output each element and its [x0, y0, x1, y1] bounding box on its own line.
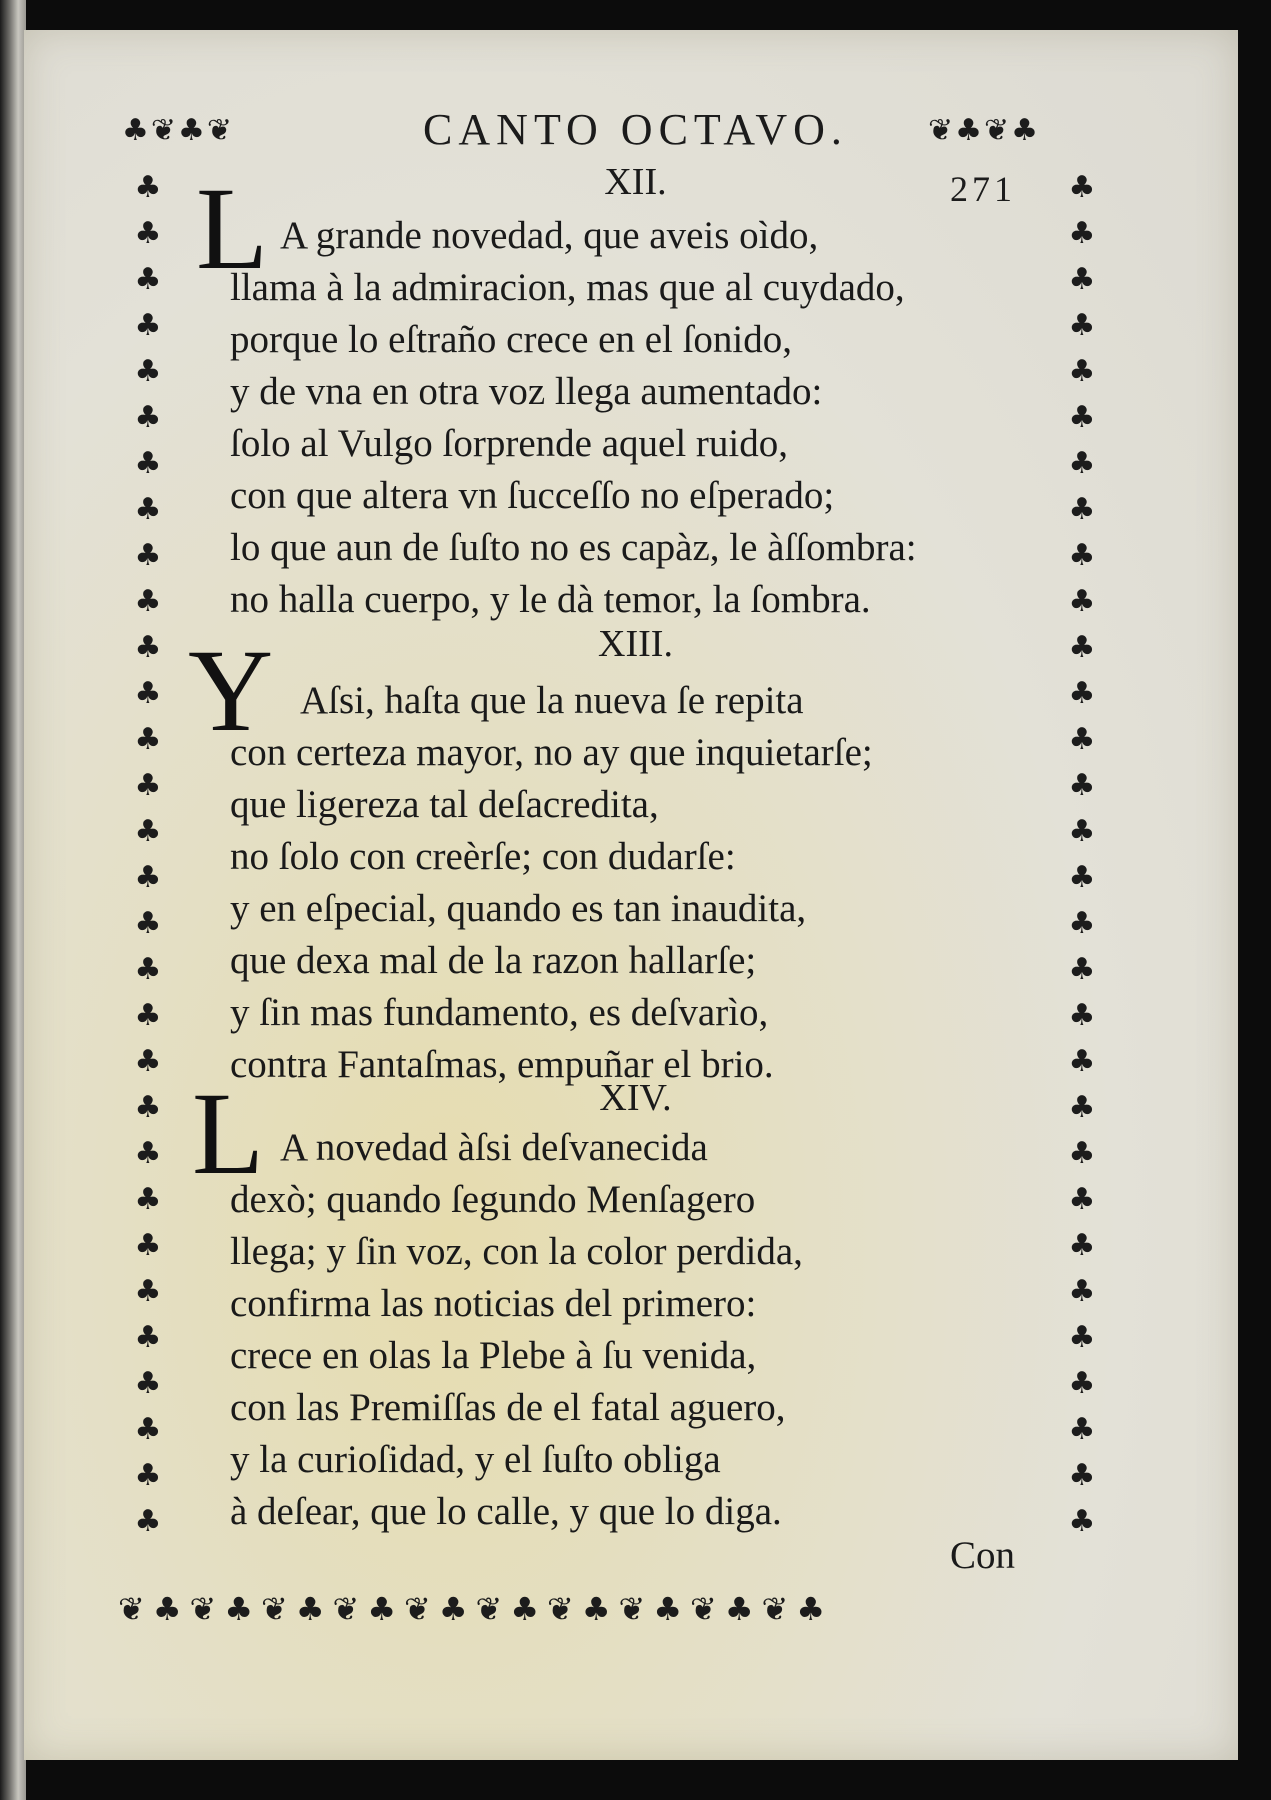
fleuron-ornament-icon: ♣: [134, 1366, 162, 1401]
catchword: Con: [950, 1534, 1016, 1577]
verse-line: y de vna en otra voz llega aumentado:: [230, 370, 823, 413]
fleuron-ornament-icon: ♣: [134, 170, 162, 205]
fleuron-ornament-icon: ♣: [1068, 814, 1096, 849]
verse-line: contra Fantaſmas, empuñar el brio.: [230, 1043, 774, 1086]
verse-line: à deſear, que lo calle, y que lo diga.: [230, 1490, 782, 1533]
fleuron-ornament-icon: ♣: [134, 262, 162, 297]
fleuron-ornament-icon: ♣: [1068, 630, 1096, 665]
fleuron-ornament-icon: ♣: [1068, 446, 1096, 481]
page-number: 271: [950, 169, 1016, 209]
page-title: CANTO OCTAVO.: [423, 105, 848, 154]
fleuron-ornament-icon: ♣: [1068, 1504, 1096, 1539]
verse-line: A grande novedad, que aveis oìdo,: [280, 214, 819, 257]
fleuron-ornament-icon: ♣: [134, 308, 162, 343]
fleuron-ornament-icon: ♣: [1068, 722, 1096, 757]
fleuron-ornament-icon: ♣: [134, 354, 162, 389]
fleuron-ornament-icon: ♣: [134, 400, 162, 435]
verse-line: A novedad àſsi deſvanecida: [280, 1126, 708, 1169]
verse-line: lo que aun de ſuſto no es capàz, le àſſombra:: [230, 526, 917, 569]
verse-line: porque lo eſtraño crece en el ſonido,: [230, 318, 793, 361]
right-ornament-border: [1062, 165, 1102, 1545]
fleuron-ornament-icon: ♣: [1068, 262, 1096, 297]
fleuron-ornament-icon: ♣: [134, 906, 162, 941]
verse-line: y la curioſidad, y el ſuſto obliga: [230, 1438, 721, 1481]
verse-line: confirma las noticias del primero:: [230, 1282, 757, 1325]
fleuron-ornament-icon: ♣: [134, 1228, 162, 1263]
fleuron-ornament-icon: ♣: [1068, 216, 1096, 251]
fleuron-ornament-icon: ♣: [1068, 1274, 1096, 1309]
fleuron-ornament-icon: ♣: [1068, 584, 1096, 619]
verse-line: ſolo al Vulgo ſorprende aquel ruido,: [230, 422, 788, 465]
fleuron-ornament-icon: ♣: [134, 1136, 162, 1171]
fleuron-ornament-icon: ♣: [1068, 860, 1096, 895]
fleuron-ornament-icon: ♣: [134, 630, 162, 665]
bottom-ornament-border: ❦♣❦♣❦♣❦♣❦♣❦♣❦♣❦♣❦♣❦♣: [118, 1590, 833, 1628]
fleuron-ornament-icon: ♣: [1068, 400, 1096, 435]
verse-line: y ſin mas fundamento, es deſvarìo,: [230, 991, 769, 1034]
fleuron-ornament-icon: ♣: [1068, 492, 1096, 527]
fleuron-ornament-icon: ♣: [1068, 998, 1096, 1033]
drop-cap-initial: L: [196, 163, 269, 294]
fleuron-ornament-icon: ♣: [1068, 1320, 1096, 1355]
fleuron-ornament-icon: ♣: [134, 676, 162, 711]
header-ornament-right: ❦♣❦♣: [928, 113, 1041, 148]
drop-cap-initial: L: [192, 1068, 265, 1199]
fleuron-ornament-icon: ♣: [134, 1044, 162, 1079]
fleuron-ornament-icon: ♣: [1068, 1228, 1096, 1263]
fleuron-ornament-icon: ♣: [134, 952, 162, 987]
fleuron-ornament-icon: ♣: [134, 1412, 162, 1447]
fleuron-ornament-icon: ♣: [134, 584, 162, 619]
fleuron-ornament-icon: ♣: [1068, 1044, 1096, 1079]
fleuron-ornament-icon: ♣: [134, 998, 162, 1033]
fleuron-ornament-icon: ♣: [134, 446, 162, 481]
verse-line: y en eſpecial, quando es tan inaudita,: [230, 887, 807, 930]
fleuron-ornament-icon: ♣: [1068, 170, 1096, 205]
verse-line: con que altera vn ſucceſſo no eſperado;: [230, 474, 835, 517]
fleuron-ornament-icon: ♣: [134, 1458, 162, 1493]
fleuron-ornament-icon: ♣: [134, 1504, 162, 1539]
fleuron-ornament-icon: ♣: [134, 538, 162, 573]
fleuron-ornament-icon: ♣: [134, 216, 162, 251]
fleuron-ornament-icon: ♣: [1068, 354, 1096, 389]
left-ornament-border: [128, 165, 168, 1545]
fleuron-ornament-icon: ♣: [1068, 676, 1096, 711]
fleuron-ornament-icon: ♣: [1068, 1136, 1096, 1171]
fleuron-ornament-icon: ♣: [1068, 1182, 1096, 1217]
fleuron-ornament-icon: ♣: [134, 492, 162, 527]
stanza-number: XIV.: [599, 1077, 672, 1119]
verse-line: crece en olas la Plebe à ſu venida,: [230, 1334, 757, 1377]
verse-line: con las Premiſſas de el fatal aguero,: [230, 1386, 786, 1429]
fleuron-ornament-icon: ♣: [1068, 538, 1096, 573]
left-page-edge: [0, 0, 26, 1800]
verse-line: llama à la admiracion, mas que al cuydado,: [230, 266, 905, 309]
fleuron-ornament-icon: ♣: [134, 1182, 162, 1217]
fleuron-ornament-icon: ♣: [134, 768, 162, 803]
verse-line: que ligereza tal deſacredita,: [230, 783, 659, 826]
fleuron-ornament-icon: ♣: [134, 860, 162, 895]
fleuron-ornament-icon: ♣: [134, 722, 162, 757]
fleuron-ornament-icon: ♣: [1068, 1412, 1096, 1447]
fleuron-ornament-icon: ♣: [1068, 308, 1096, 343]
verse-line: llega; y ſin voz, con la color perdida,: [230, 1230, 803, 1273]
fleuron-ornament-icon: ♣: [134, 1274, 162, 1309]
fleuron-ornament-icon: ♣: [1068, 906, 1096, 941]
verse-line: no ſolo con creèrſe; con dudarſe:: [230, 835, 736, 878]
fleuron-ornament-icon: ♣: [1068, 1090, 1096, 1125]
fleuron-ornament-icon: ♣: [1068, 952, 1096, 987]
fleuron-ornament-icon: ♣: [1068, 1366, 1096, 1401]
verse-line: que dexa mal de la razon hallarſe;: [230, 939, 757, 982]
fleuron-ornament-icon: ♣: [134, 814, 162, 849]
verse-line: Aſsi, haſta que la nueva ſe repita: [300, 679, 804, 722]
verse-line: dexò; quando ſegundo Menſagero: [230, 1178, 756, 1221]
fleuron-ornament-icon: ♣: [1068, 768, 1096, 803]
fleuron-ornament-icon: ♣: [1068, 1458, 1096, 1493]
stanza-number: XII.: [604, 161, 667, 203]
verse-line: con certeza mayor, no ay que inquietarſe;: [230, 731, 873, 774]
stanza-number: XIII.: [598, 623, 673, 665]
header-ornament-left: ♣❦♣❦: [122, 113, 235, 148]
drop-cap-initial: Y: [188, 625, 274, 756]
verse-line: no halla cuerpo, y le dà temor, la ſombra.: [230, 578, 871, 621]
fleuron-ornament-icon: ♣: [134, 1320, 162, 1355]
fleuron-ornament-icon: ♣: [134, 1090, 162, 1125]
